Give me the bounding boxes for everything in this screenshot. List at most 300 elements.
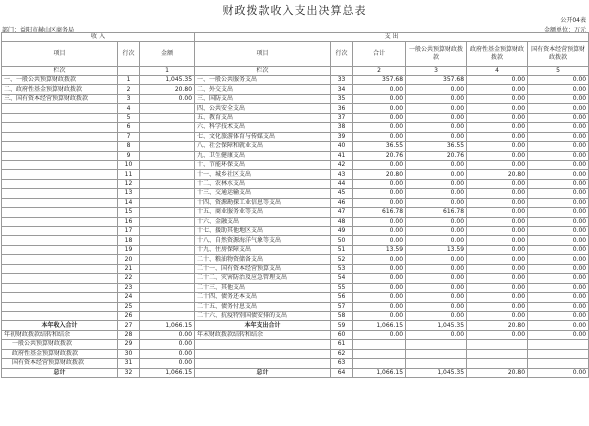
income-item-cell — [2, 151, 118, 160]
general-budget-cell: 0.00 — [406, 227, 467, 236]
income-amount-cell: 1,045.35 — [140, 76, 195, 85]
column-index-5: 5 — [528, 67, 589, 76]
income-amount-cell — [140, 293, 195, 302]
fund-budget-cell: 0.00 — [467, 283, 528, 292]
expense-line-cell: 59 — [331, 321, 353, 330]
state-capital-cell: 0.00 — [528, 293, 589, 302]
income-item-cell — [2, 179, 118, 188]
expense-item-cell: 九、卫生健康支出 — [195, 151, 331, 160]
fund-budget-cell — [467, 359, 528, 368]
table-row — [2, 349, 589, 358]
general-budget-cell: 0.00 — [406, 104, 467, 113]
expense-line-cell: 58 — [331, 311, 353, 320]
table-row — [2, 227, 589, 236]
total-cell: 0.00 — [353, 330, 406, 339]
expense-item-cell: 十四、资源勘探工业信息等支出 — [195, 198, 331, 207]
income-amount-cell: 1,066.15 — [140, 321, 195, 330]
income-line-cell: 5 — [118, 113, 140, 122]
state-capital-cell — [528, 349, 589, 358]
column-index-4: 4 — [467, 67, 528, 76]
income-line-header: 行次 — [118, 42, 140, 67]
general-budget-cell: 357.68 — [406, 76, 467, 85]
expense-item-cell: 十九、住房保障支出 — [195, 245, 331, 254]
expense-line-cell: 54 — [331, 274, 353, 283]
income-amount-cell — [140, 198, 195, 207]
income-item-cell — [2, 227, 118, 236]
state-capital-cell: 0.00 — [528, 321, 589, 330]
income-line-cell: 24 — [118, 293, 140, 302]
income-amount-cell — [140, 104, 195, 113]
state-capital-cell: 0.00 — [528, 245, 589, 254]
income-line-cell: 3 — [118, 94, 140, 103]
income-line-cell: 26 — [118, 311, 140, 320]
expense-item-cell: 十七、援助其他地区支出 — [195, 227, 331, 236]
table-row — [2, 113, 589, 122]
general-budget-cell: 0.00 — [406, 255, 467, 264]
income-item-cell: 二、政府性基金预算财政拨款 — [2, 85, 118, 94]
income-item-cell: 三、国有资本经营预算财政拨款 — [2, 94, 118, 103]
expense-item-cell: 一、一般公共服务支出 — [195, 76, 331, 85]
expense-item-cell: 二十一、国有资本经营预算支出 — [195, 264, 331, 273]
total-cell — [353, 349, 406, 358]
state-capital-cell: 0.00 — [528, 368, 589, 377]
fund-budget-cell: 0.00 — [467, 293, 528, 302]
income-amount-cell — [140, 151, 195, 160]
income-amount-cell — [140, 217, 195, 226]
general-budget-cell: 0.00 — [406, 170, 467, 179]
expense-line-cell: 56 — [331, 293, 353, 302]
fund-budget-cell: 0.00 — [467, 142, 528, 151]
state-capital-cell: 0.00 — [528, 236, 589, 245]
general-budget-cell — [406, 349, 467, 358]
income-item-cell — [2, 132, 118, 141]
fund-budget-cell: 0.00 — [467, 208, 528, 217]
expense-line-cell: 62 — [331, 349, 353, 358]
total-cell: 0.00 — [353, 302, 406, 311]
general-budget-cell: 0.00 — [406, 311, 467, 320]
state-capital-cell — [528, 340, 589, 349]
income-item-cell — [2, 236, 118, 245]
fund-budget-cell — [467, 349, 528, 358]
income-amount-cell — [140, 245, 195, 254]
total-cell: 0.00 — [353, 293, 406, 302]
general-budget-cell: 36.55 — [406, 142, 467, 151]
state-capital-cell: 0.00 — [528, 76, 589, 85]
income-item-cell: 政府性基金预算财政拨款 — [2, 349, 118, 358]
state-capital-cell: 0.00 — [528, 217, 589, 226]
income-line-cell: 28 — [118, 330, 140, 339]
income-line-cell: 31 — [118, 359, 140, 368]
income-item-cell: 一、一般公共预算财政拨款 — [2, 76, 118, 85]
income-amount-cell: 1,066.15 — [140, 368, 195, 377]
table-row — [2, 160, 589, 169]
table-row — [2, 236, 589, 245]
fund-budget-cell: 0.00 — [467, 113, 528, 122]
expense-item-cell: 二十、粮油物资储备支出 — [195, 255, 331, 264]
fund-budget-cell: 0.00 — [467, 236, 528, 245]
expense-line-cell: 60 — [331, 330, 353, 339]
expense-item-cell: 二、外交支出 — [195, 85, 331, 94]
general-budget-cell: 0.00 — [406, 302, 467, 311]
total-cell: 0.00 — [353, 132, 406, 141]
general-budget-cell: 0.00 — [406, 85, 467, 94]
total-cell: 1,066.15 — [353, 368, 406, 377]
fund-budget-cell: 0.00 — [467, 245, 528, 254]
expense-item-cell: 十二、农林水支出 — [195, 179, 331, 188]
general-budget-cell: 0.00 — [406, 236, 467, 245]
fund-budget-cell: 0.00 — [467, 123, 528, 132]
expense-line-cell: 44 — [331, 179, 353, 188]
income-amount-cell — [140, 113, 195, 122]
total-cell: 0.00 — [353, 311, 406, 320]
expense-item-cell: 四、公共安全支出 — [195, 104, 331, 113]
state-capital-cell: 0.00 — [528, 255, 589, 264]
total-header: 合计 — [353, 42, 406, 67]
general-budget-cell — [406, 340, 467, 349]
total-cell: 0.00 — [353, 283, 406, 292]
column-index-3: 3 — [406, 67, 467, 76]
fund-budget-cell: 0.00 — [467, 311, 528, 320]
income-item-cell — [2, 217, 118, 226]
income-item-cell: 总计 — [2, 368, 118, 377]
state-capital-cell: 0.00 — [528, 123, 589, 132]
general-budget-cell: 0.00 — [406, 132, 467, 141]
expense-line-cell: 57 — [331, 302, 353, 311]
income-line-cell: 13 — [118, 189, 140, 198]
expense-item-cell: 十一、城乡社区支出 — [195, 170, 331, 179]
table-row — [2, 198, 589, 207]
expense-item-cell — [195, 359, 331, 368]
table-row — [2, 179, 589, 188]
state-capital-cell: 0.00 — [528, 142, 589, 151]
expense-line-cell: 49 — [331, 227, 353, 236]
income-amount-cell: 0.00 — [140, 94, 195, 103]
general-budget-cell: 0.00 — [406, 189, 467, 198]
table-row — [2, 151, 589, 160]
report-title: 财政拨款收入支出决算总表 — [222, 4, 367, 17]
expense-item-cell: 年末财政拨款结转和结余 — [195, 330, 331, 339]
column-index-label-2: 栏次 — [195, 67, 331, 76]
table-row — [2, 245, 589, 254]
state-capital-cell: 0.00 — [528, 208, 589, 217]
expense-item-cell: 十八、自然资源海洋气象等支出 — [195, 236, 331, 245]
fund-budget-cell: 0.00 — [467, 132, 528, 141]
table-row — [2, 330, 589, 339]
general-budget-cell: 0.00 — [406, 160, 467, 169]
total-cell: 0.00 — [353, 274, 406, 283]
total-cell: 0.00 — [353, 198, 406, 207]
expense-line-cell: 38 — [331, 123, 353, 132]
income-amount-cell — [140, 255, 195, 264]
income-line-cell: 19 — [118, 245, 140, 254]
income-amount-cell: 0.00 — [140, 359, 195, 368]
income-amount-cell — [140, 123, 195, 132]
expense-line-cell: 42 — [331, 160, 353, 169]
income-item-header: 项目 — [2, 42, 118, 67]
fund-budget-cell: 0.00 — [467, 255, 528, 264]
expense-item-cell: 二十二、灾害防治及应急管理支出 — [195, 274, 331, 283]
income-line-cell: 14 — [118, 198, 140, 207]
income-line-cell: 2 — [118, 85, 140, 94]
expense-line-cell: 47 — [331, 208, 353, 217]
income-item-cell — [2, 255, 118, 264]
total-cell: 20.76 — [353, 151, 406, 160]
income-line-cell: 9 — [118, 151, 140, 160]
expense-item-cell: 二十五、债务付息支出 — [195, 302, 331, 311]
income-line-cell: 6 — [118, 123, 140, 132]
expense-item-cell: 二十六、抗疫特别国债安排的支出 — [195, 311, 331, 320]
total-cell: 1,066.15 — [353, 321, 406, 330]
state-capital-cell: 0.00 — [528, 170, 589, 179]
fund-budget-cell: 0.00 — [467, 104, 528, 113]
expense-item-cell: 十五、商业服务业等支出 — [195, 208, 331, 217]
expense-line-cell: 35 — [331, 94, 353, 103]
general-budget-cell: 1,045.35 — [406, 321, 467, 330]
fund-budget-header: 政府性基金预算财政拨款 — [467, 42, 528, 67]
fund-budget-cell: 0.00 — [467, 85, 528, 94]
expense-item-cell: 十六、金融支出 — [195, 217, 331, 226]
income-amount-cell — [140, 142, 195, 151]
state-capital-cell: 0.00 — [528, 85, 589, 94]
total-cell — [353, 340, 406, 349]
unit-label: 金额单位：万元 — [543, 27, 586, 34]
expense-item-cell: 五、教育支出 — [195, 113, 331, 122]
general-budget-cell: 0.00 — [406, 198, 467, 207]
table-row — [2, 132, 589, 141]
table-row — [2, 293, 589, 302]
income-line-cell: 25 — [118, 302, 140, 311]
total-cell: 0.00 — [353, 113, 406, 122]
expense-line-cell: 55 — [331, 283, 353, 292]
table-body — [2, 76, 589, 378]
fund-budget-cell: 0.00 — [467, 189, 528, 198]
general-budget-cell: 0.00 — [406, 123, 467, 132]
income-item-cell — [2, 142, 118, 151]
expense-line-cell: 33 — [331, 76, 353, 85]
table-row — [2, 255, 589, 264]
fund-budget-cell: 0.00 — [467, 76, 528, 85]
general-budget-cell: 0.00 — [406, 264, 467, 273]
expense-item-cell: 七、文化旅游体育与传媒支出 — [195, 132, 331, 141]
fund-budget-cell: 0.00 — [467, 151, 528, 160]
table-row — [2, 85, 589, 94]
expense-line-cell: 51 — [331, 245, 353, 254]
total-cell: 0.00 — [353, 217, 406, 226]
general-budget-cell: 0.00 — [406, 283, 467, 292]
state-capital-cell: 0.00 — [528, 104, 589, 113]
expense-line-cell: 53 — [331, 264, 353, 273]
state-capital-cell: 0.00 — [528, 160, 589, 169]
total-cell: 616.78 — [353, 208, 406, 217]
income-line-cell: 30 — [118, 349, 140, 358]
total-cell: 0.00 — [353, 227, 406, 236]
state-capital-cell: 0.00 — [528, 179, 589, 188]
state-capital-cell: 0.00 — [528, 330, 589, 339]
state-capital-cell: 0.00 — [528, 283, 589, 292]
income-line-cell: 16 — [118, 217, 140, 226]
income-item-cell — [2, 293, 118, 302]
income-amount-cell — [140, 274, 195, 283]
expense-item-cell: 八、社会保障和就业支出 — [195, 142, 331, 151]
fund-budget-cell: 0.00 — [467, 264, 528, 273]
general-budget-cell: 13.59 — [406, 245, 467, 254]
department-label: 部门：益阳市赫山区商务局 — [2, 27, 75, 34]
fund-budget-cell: 20.80 — [467, 170, 528, 179]
income-item-cell — [2, 189, 118, 198]
income-line-cell: 18 — [118, 236, 140, 245]
income-line-cell: 12 — [118, 179, 140, 188]
fund-budget-cell: 0.00 — [467, 94, 528, 103]
expense-item-cell: 十、节能环保支出 — [195, 160, 331, 169]
table-row — [2, 208, 589, 217]
column-index-blank-2 — [331, 67, 353, 76]
expense-item-cell — [195, 349, 331, 358]
expense-line-cell: 36 — [331, 104, 353, 113]
total-cell: 0.00 — [353, 123, 406, 132]
general-budget-cell: 0.00 — [406, 293, 467, 302]
table-row — [2, 217, 589, 226]
total-cell: 0.00 — [353, 255, 406, 264]
general-budget-cell: 0.00 — [406, 330, 467, 339]
income-line-cell: 23 — [118, 283, 140, 292]
expense-item-cell: 总计 — [195, 368, 331, 377]
income-line-cell: 4 — [118, 104, 140, 113]
income-line-cell: 11 — [118, 170, 140, 179]
income-item-cell: 本年收入合计 — [2, 321, 118, 330]
total-cell: 0.00 — [353, 179, 406, 188]
column-index-2: 2 — [353, 67, 406, 76]
form-code: 公开04表 — [560, 17, 586, 24]
income-amount-cell — [140, 208, 195, 217]
expense-line-cell: 64 — [331, 368, 353, 377]
income-item-cell — [2, 311, 118, 320]
income-amount-cell — [140, 160, 195, 169]
state-capital-cell: 0.00 — [528, 94, 589, 103]
income-item-cell — [2, 104, 118, 113]
income-line-cell: 10 — [118, 160, 140, 169]
income-amount-cell — [140, 283, 195, 292]
table-row — [2, 359, 589, 368]
total-cell: 0.00 — [353, 85, 406, 94]
table-row — [2, 76, 589, 85]
total-cell: 357.68 — [353, 76, 406, 85]
general-budget-cell: 1,045.35 — [406, 368, 467, 377]
general-budget-cell: 616.78 — [406, 208, 467, 217]
income-amount-cell: 20.80 — [140, 85, 195, 94]
income-item-cell: 国有资本经营预算财政拨款 — [2, 359, 118, 368]
income-amount-header: 金额 — [140, 42, 195, 67]
income-item-cell — [2, 198, 118, 207]
income-item-cell — [2, 302, 118, 311]
table-row — [2, 142, 589, 151]
table-row — [2, 302, 589, 311]
income-amount-cell — [140, 179, 195, 188]
state-capital-cell: 0.00 — [528, 189, 589, 198]
expense-line-cell: 37 — [331, 113, 353, 122]
expense-item-cell: 二十三、其他支出 — [195, 283, 331, 292]
fund-budget-cell: 20.80 — [467, 321, 528, 330]
income-line-cell: 8 — [118, 142, 140, 151]
expense-line-cell: 50 — [331, 236, 353, 245]
fund-budget-cell: 0.00 — [467, 227, 528, 236]
general-budget-header: 一般公共预算财政拨款 — [406, 42, 467, 67]
fund-budget-cell: 0.00 — [467, 198, 528, 207]
expense-line-cell: 43 — [331, 170, 353, 179]
state-capital-header: 国有资本经营预算财政拨款 — [528, 42, 589, 67]
total-cell: 36.55 — [353, 142, 406, 151]
table-row — [2, 189, 589, 198]
total-cell: 0.00 — [353, 94, 406, 103]
expense-group-header: 支 出 — [195, 33, 589, 42]
expense-line-cell: 41 — [331, 151, 353, 160]
income-item-cell: 年初财政拨款结转和结余 — [2, 330, 118, 339]
fund-budget-cell: 0.00 — [467, 160, 528, 169]
total-cell: 13.59 — [353, 245, 406, 254]
fund-budget-cell: 0.00 — [467, 330, 528, 339]
expense-line-cell: 39 — [331, 132, 353, 141]
income-item-cell — [2, 283, 118, 292]
income-amount-cell: 0.00 — [140, 330, 195, 339]
total-cell: 0.00 — [353, 189, 406, 198]
fiscal-summary-table — [1, 32, 589, 378]
expense-item-cell: 二十四、债务还本支出 — [195, 293, 331, 302]
state-capital-cell: 0.00 — [528, 274, 589, 283]
general-budget-cell — [406, 359, 467, 368]
expense-line-cell: 46 — [331, 198, 353, 207]
table-row — [2, 274, 589, 283]
general-budget-cell: 0.00 — [406, 113, 467, 122]
expense-item-cell — [195, 340, 331, 349]
income-item-cell — [2, 123, 118, 132]
general-budget-cell: 0.00 — [406, 217, 467, 226]
income-item-cell: 一般公共预算财政拨款 — [2, 340, 118, 349]
total-cell: 20.80 — [353, 170, 406, 179]
income-amount-cell — [140, 302, 195, 311]
state-capital-cell: 0.00 — [528, 264, 589, 273]
state-capital-cell: 0.00 — [528, 113, 589, 122]
table-row — [2, 94, 589, 103]
general-budget-cell: 0.00 — [406, 179, 467, 188]
table-row — [2, 170, 589, 179]
table-row — [2, 283, 589, 292]
income-line-cell: 20 — [118, 255, 140, 264]
total-cell: 0.00 — [353, 104, 406, 113]
column-index-label: 栏次 — [2, 67, 118, 76]
income-amount-cell — [140, 227, 195, 236]
income-item-cell — [2, 208, 118, 217]
income-line-cell: 27 — [118, 321, 140, 330]
general-budget-cell: 20.76 — [406, 151, 467, 160]
expense-item-cell: 六、科学技术支出 — [195, 123, 331, 132]
income-line-cell: 32 — [118, 368, 140, 377]
income-line-cell: 15 — [118, 208, 140, 217]
fund-budget-cell: 0.00 — [467, 302, 528, 311]
income-line-cell: 29 — [118, 340, 140, 349]
income-amount-cell — [140, 132, 195, 141]
expense-line-header: 行次 — [331, 42, 353, 67]
income-item-cell — [2, 170, 118, 179]
income-amount-cell — [140, 236, 195, 245]
fund-budget-cell: 20.80 — [467, 368, 528, 377]
table-row — [2, 368, 589, 377]
state-capital-cell: 0.00 — [528, 311, 589, 320]
expense-line-cell: 52 — [331, 255, 353, 264]
fund-budget-cell — [467, 340, 528, 349]
state-capital-cell: 0.00 — [528, 302, 589, 311]
table-row — [2, 104, 589, 113]
expense-item-cell: 十三、交通运输支出 — [195, 189, 331, 198]
income-amount-cell: 0.00 — [140, 340, 195, 349]
